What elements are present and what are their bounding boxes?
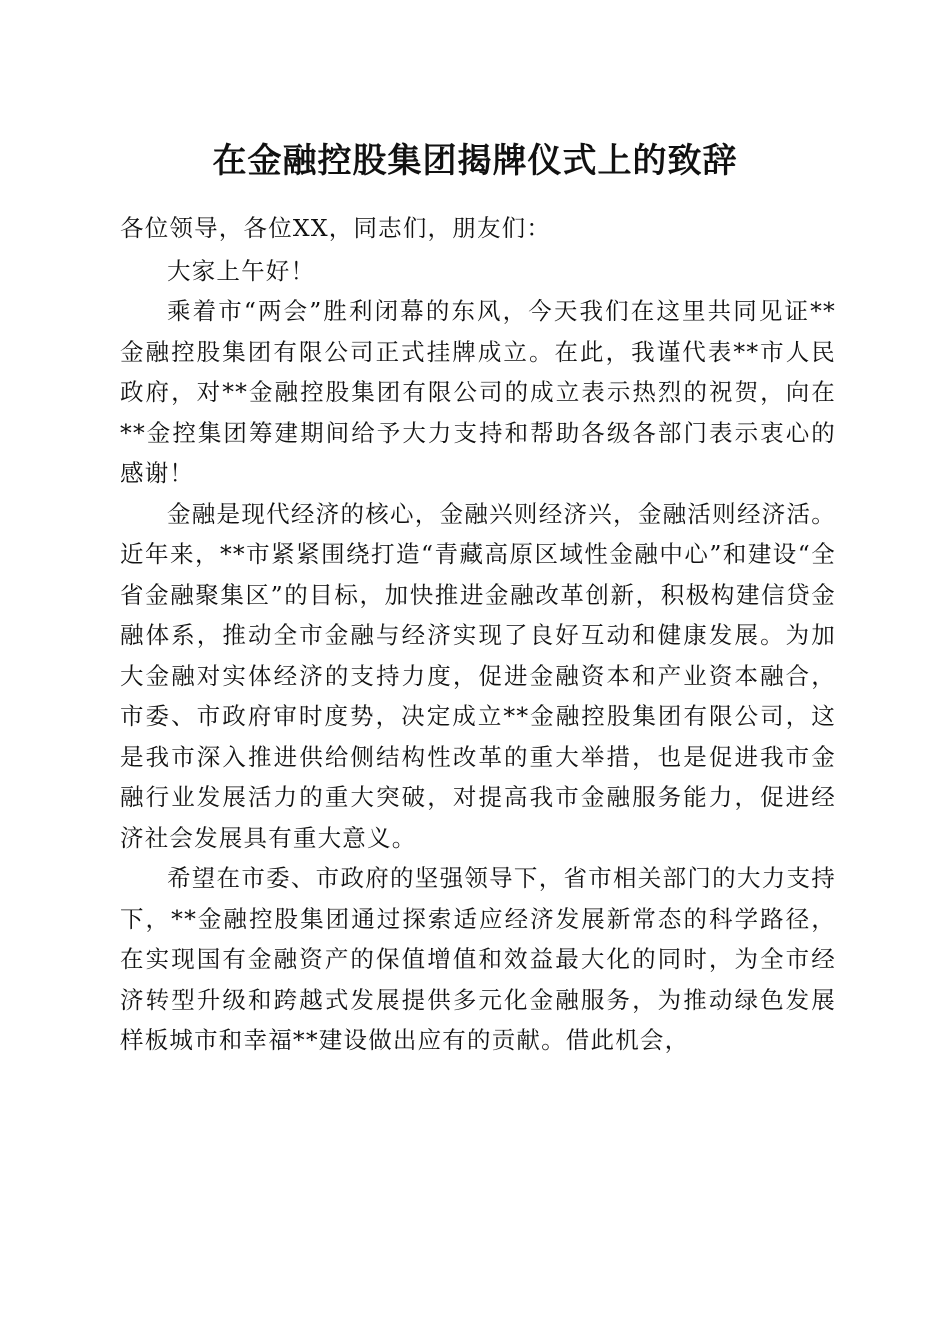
document-title: 在金融控股集团揭牌仪式上的致辞: [212, 141, 738, 181]
paragraph-congratulation: 乘着市“两会”胜利闭幕的东风，今天我们在这里共同见证**金融控股集团有限公司正式挂牌成立。在此，我谨代表**市人民政府，对**金融控股集团有限公司的成立表示热烈的祝贺，向在**金控集团筹建期间给予大力支持和帮助各级各部门表示衷心的感谢！: [120, 297, 836, 487]
paragraph-expectation: 希望在市委、市政府的坚强领导下，省市相关部门的大力支持下，**金融控股集团通过探索适应经济发展新常态的科学路径，在实现国有金融资产的保值增值和效益最大化的同时，为全市经济转型升级和跨越式发展提供多元化金融服务，为推动绿色发展样板城市和幸福**建设做出应有的贡献。借此机会，: [120, 864, 836, 1054]
document-body: [120, 208, 836, 1061]
paragraph-finance-core: 金融是现代经济的核心，金融兴则经济兴，金融活则经济活。近年来，**市紧紧围绕打造“青藏高原区域性金融中心”和建设“全省金融聚集区”的目标，加快推进金融改革创新，积极构建信贷金融体系，推动全市金融与经济实现了良好互动和健康发展。为加大金融对实体经济的支持力度，促进金融资本和产业资本融合，市委、市政府审时度势，决定成立**金融控股集团有限公司，这是我市深入推进供给侧结构性改革的重大举措，也是促进我市金融行业发展活力的重大突破，对提高我市金融服务能力，促进经济社会发展具有重大意义。: [120, 499, 836, 852]
salutation: 各位领导，各位XX，同志们，朋友们：: [120, 214, 552, 242]
paragraph-greeting: 大家上午好！: [167, 256, 316, 285]
